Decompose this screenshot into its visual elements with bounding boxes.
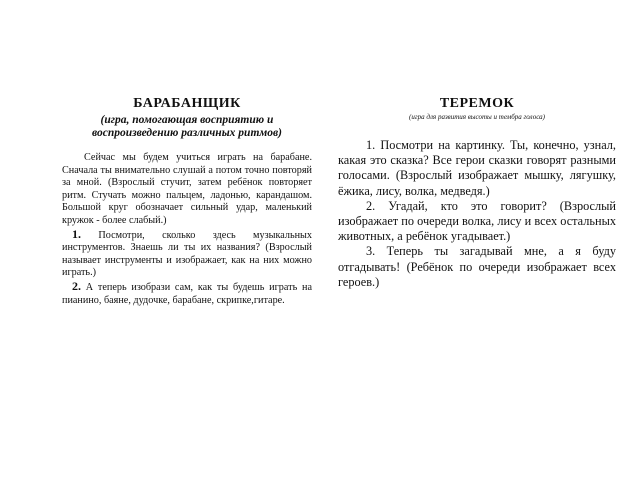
drummer-intro: Сейчас мы будем учиться играть на барабане. Сначала ты внимательно слушай а потом точно повторяй за мной. (Взрослый стучит, затем ребёнок повторяет ритм. Стучать можно пальцем, ладонью, карандашом. Большой круг обозначает сильный удар, маленький кружок - более слабый.) — [62, 152, 312, 226]
slide-header-area — [0, 0, 640, 58]
teremok-item-2: 2. Угадай, кто это говорит? (Взрослый изображает по очереди волка, лису и всех остальных животных, а ребёнок угадывает.) — [338, 198, 616, 244]
drummer-item-2 — [62, 280, 312, 307]
teremok-item-3: 3. Теперь ты загадывай мне, а я буду отгадывать! (Ребёнок по очереди изображает всех героев.) — [338, 244, 616, 289]
drummer-item-2-text: А теперь изобрази сам, как ты будешь играть на пианино, баяне, дудочке, барабане, скрипке,гитаре. — [62, 281, 312, 306]
drummer-item-1-text: Посмотри, сколько здесь музыкальных инструментов. Знаешь ли ты их названия? (Взрослый называет инструменты и изображает, как на них можно играть.) — [62, 229, 312, 279]
drummer-title: БАРАБАНЩИК — [133, 96, 241, 111]
teremok-game-column — [338, 96, 616, 290]
teremok-title: ТЕРЕМОК — [439, 96, 515, 111]
drummer-item-1 — [62, 228, 312, 280]
drummer-item-2-number: 2. — [72, 278, 81, 293]
teremok-item-1: 1. Посмотри на картинку. Ты, конечно, узнал, какая это сказка? Все герои сказки говорят разными голосами. (Взрослый изображает мышку, лягушку, ёжика, лису, волка, медведя.) — [338, 138, 616, 198]
drummer-game-column — [62, 96, 312, 307]
drummer-item-1-number: 1. — [72, 226, 81, 241]
drummer-subtitle: (игра, помогающая восприятию и воспроизведению различных ритмов) — [91, 114, 282, 139]
teremok-subtitle: (игра для развития высоты и тембра голоса) — [409, 113, 545, 121]
